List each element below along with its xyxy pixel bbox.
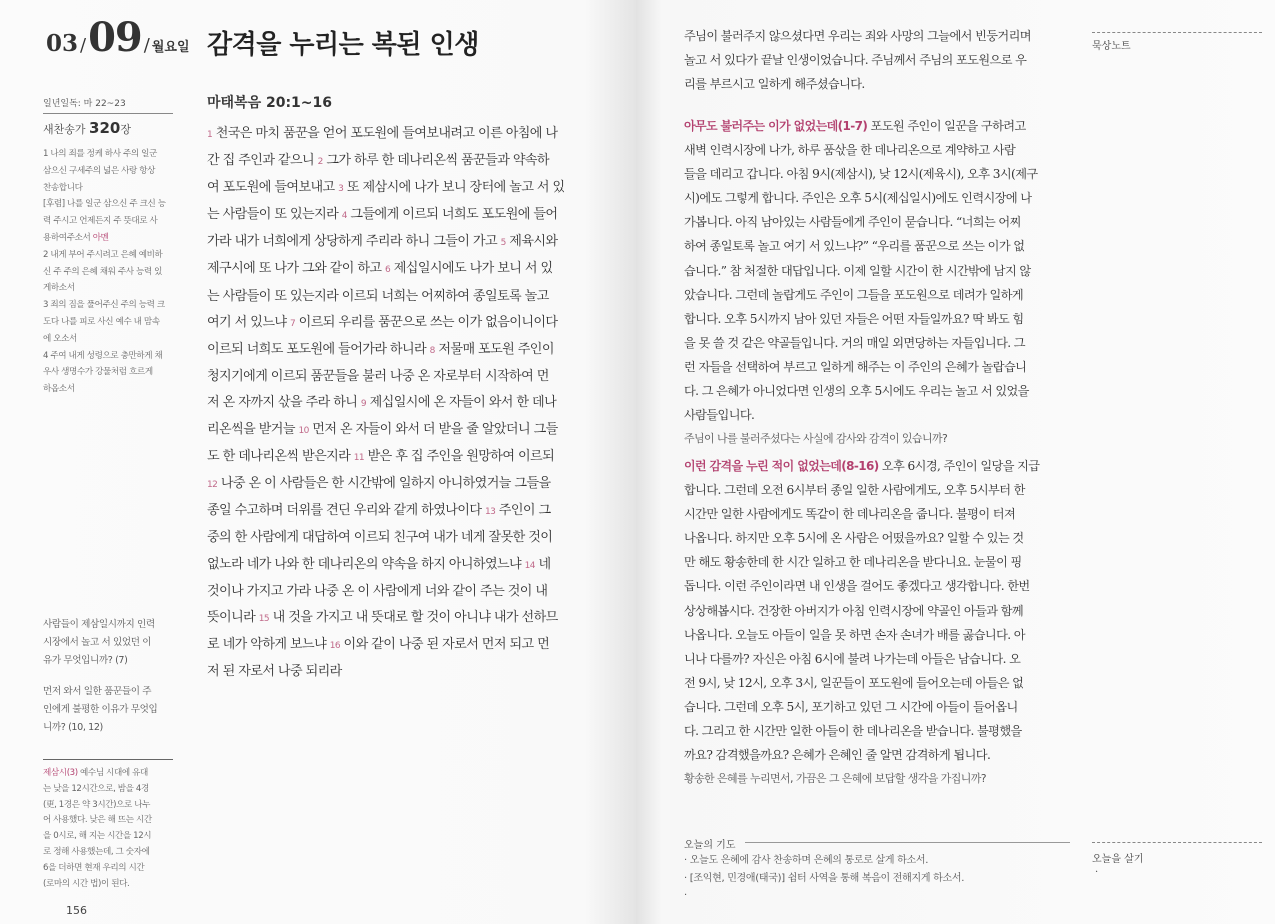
section-one: [684, 114, 1074, 451]
divider: [43, 759, 173, 760]
body-line: 주님이 불러주지 않으셨다면 우리는 죄와 사망의 그늘에서 빈둥거리며: [684, 29, 1031, 43]
reflection-question: 황송한 은혜를 누리면서, 가끔은 그 은혜에 보답할 생각을 가집니까?: [684, 772, 987, 786]
body-line: 들을 데리고 갑니다. 아침 9시(제삼시), 낮 12시(제육시), 오후 3시(제구: [684, 167, 1038, 182]
hymn-line: 2 내게 부어 주시려고 은혜 예비하: [43, 249, 163, 260]
verse-number: 12: [207, 480, 218, 491]
verse-text: 이르되 우리를 품꾼으로 쓰는 이가 없음이니이다: [295, 314, 558, 330]
hymn-heading: [43, 119, 131, 137]
body-line: 만 해도 황송한데 한 시간 일하고 한 데나리온을 받다니요. 눈물이 핑: [684, 555, 1022, 570]
verse-text: 종일 수고하며 더위를 견딘 우리와 같게 하였나이다: [207, 503, 485, 519]
question-line: 니까? (10, 12): [43, 721, 103, 733]
verse-text: 로 네가 악하게 보느냐: [207, 636, 330, 652]
prayer-list: [684, 852, 1074, 905]
hymn-line: 게하소서: [43, 283, 75, 294]
hymn-line: 우사 생명수가 강물처럼 흐르게: [43, 367, 153, 378]
body-line: 을 못 쓸 것 같은 약골들입니다. 거의 매일 외면당하는 자들입니다. 그: [684, 335, 1025, 350]
verse-text: 받은 후 집 주인을 원망하여 이르되: [364, 449, 555, 465]
passage-line: [207, 229, 597, 256]
date-header: [46, 14, 190, 61]
date-weekday: 월요일: [151, 40, 190, 55]
date-slash: /: [143, 35, 150, 56]
body-line: 습니다.” 참 처절한 대답입니다. 이제 일할 시간이 한 시간밖에 남지 않: [684, 263, 1031, 278]
body-line: [684, 454, 1074, 478]
verse-text: 제십일시에 온 자들이 와서 한 데나: [366, 394, 557, 410]
verse-number: 2: [317, 157, 323, 168]
page-number: 156: [66, 904, 87, 917]
hymn-line: 하옵소서: [43, 384, 75, 395]
passage-line: [207, 390, 597, 417]
passage-line: [207, 417, 597, 444]
verse-text: 제십일시에도 나가 보니 서 있: [390, 261, 553, 277]
passage-line: [207, 284, 597, 310]
hymn-line: 4 주여 내게 성령으로 충만하게 채: [43, 350, 163, 361]
date-slash: /: [80, 35, 87, 56]
verse-text: 네: [534, 556, 551, 572]
passage-reference: 마태복음 20:1~16: [207, 95, 333, 111]
body-line: 사람들입니다.: [684, 408, 755, 423]
section-two: [684, 454, 1074, 791]
date-day: 09: [88, 14, 142, 61]
verse-text: 그들에게 이르되 너희도 포도원에 들어: [346, 207, 558, 223]
body-line: 합니다. 그런데 오전 6시부터 종일 일한 사람에게도, 오후 5시부터 한: [684, 483, 1025, 498]
body-text: 포도원 주인이 일꾼을 구하려고: [867, 119, 1026, 133]
body-line: 다. 그 은혜가 아니었다면 인생의 오후 5시에도 우리는 놀고 서 있었을: [684, 384, 1029, 399]
verse-number: 3: [338, 184, 344, 195]
hymn-prefix: 새찬송가: [43, 123, 86, 136]
verse-text: 저 온 자까지 삯을 주라 하니: [207, 394, 361, 410]
prayer-item: · [조익현, 민경애(태국)] 쉼터 사역을 통해 복음이 전해지게 하소서.: [684, 872, 965, 884]
verse-text: 것이나 가지고 가라 나중 온 이 사람에게 너와 같이 주는 것이 내: [207, 583, 548, 599]
body-line: 습니다. 그런데 오후 5시, 포기하고 있던 그 시간에 아들이 들어옵니: [684, 699, 1018, 714]
body-line: 다. 그리고 한 시간만 일한 아들이 한 데나리온을 받습니다. 불평했을: [684, 724, 1022, 739]
passage-line: [207, 552, 597, 579]
verse-text: 이와 같이 나중 된 자로서 먼저 되고 먼: [339, 636, 550, 652]
verse-text: 여기 서 있느냐: [207, 314, 290, 330]
verse-number: 4: [341, 211, 347, 222]
verse-number: 5: [500, 238, 506, 249]
verse-text: 내 것을 가지고 내 뜻대로 할 것이 아니냐 내가 선하므: [269, 609, 558, 625]
body-line: 가봅니다. 아직 남아있는 사람들에게 주인이 묻습니다. “너희는 어찌: [684, 215, 1021, 230]
passage-line: [207, 337, 597, 364]
hymn-lyrics: [43, 146, 178, 398]
passage-line: [207, 444, 597, 471]
body-line: 까요? 감격했을까요? 은혜가 은혜인 줄 알면 감격하게 됩니다.: [684, 748, 991, 763]
hymn-line: 1 나의 죄를 정케 하사 주의 일군: [43, 149, 157, 159]
verse-number: 11: [353, 453, 365, 464]
hymn-line: 도다 나를 피로 사신 예수 내 맘속: [43, 316, 160, 327]
bullet-dot: ·: [1095, 867, 1099, 878]
passage-line: [207, 256, 597, 283]
passage-line: [207, 525, 597, 551]
footnote-line: 6을 더하면 현재 우리의 시간: [43, 862, 145, 873]
reflection-question: 주님이 나를 불러주셨다는 사실에 감사와 감격이 있습니까?: [684, 432, 948, 446]
passage-line: [207, 121, 597, 148]
intro-paragraph: [684, 24, 1074, 96]
verse-text: 저 된 자로서 나중 되리라: [207, 663, 342, 679]
body-line: 놀고 서 있다가 끝날 인생이었습니다. 주님께서 주님의 포도원으로 우: [684, 53, 1027, 68]
verse-number: 9: [360, 398, 367, 409]
verse-text: 가라 내가 너희에게 상당하게 주리라 하니 그들이 가고: [207, 234, 501, 250]
footnote-term: 제삼시(3): [43, 768, 78, 778]
verse-number: 14: [524, 560, 535, 571]
verse-text: 천국은 마치 품꾼을 얻어 포도원에 들여보내려고 이른 아침에 나: [212, 126, 558, 141]
question-line: 먼저 와서 일한 품꾼들이 주: [43, 686, 152, 698]
verse-number: 10: [298, 426, 309, 437]
hymn-line: 력 주시고 언제든지 주 뜻대로 사: [43, 216, 158, 227]
body-line: 았습니다. 그런데 놀랍게도 주인이 그들을 포도원으로 데려가 일하게: [684, 287, 1024, 302]
divider: [745, 842, 1070, 843]
footnote-line: [43, 766, 178, 782]
passage-line: [207, 310, 597, 337]
body-line: 리를 부르시고 일하게 해주셨습니다.: [684, 77, 865, 92]
question-line: 사람들이 제삼일시까지 인력: [43, 619, 155, 630]
verse-text: 저물매 포도원 주인이: [434, 341, 554, 357]
left-page: [0, 0, 636, 924]
body-line: [684, 114, 1074, 138]
verse-text: 또 제삼시에 나가 보니 장터에 놀고 서 있: [343, 180, 565, 196]
body-line: 시간만 일한 사람에게도 똑같이 한 데나리온을 줍니다. 불평이 터져: [684, 507, 1016, 522]
date-month: 03: [46, 30, 79, 57]
body-line: 시)에도 그렇게 합니다. 주인은 오후 5시(제십일시)에도 인력시장에 나: [684, 191, 1032, 206]
scripture-passage: [207, 121, 597, 685]
body-line: 전 9시, 낮 12시, 오후 3시, 일꾼들이 포도원에 들어오는데 아들은 없: [684, 675, 1024, 690]
annual-reading: 일년일독: 마 22~23: [43, 99, 126, 109]
verse-number: 7: [289, 318, 296, 329]
section-heading: 아무도 불러주는 이가 없었는데(1-7): [684, 119, 868, 133]
hymn-line: 3 죄의 짐을 풀어주신 주의 능력 크: [43, 300, 165, 311]
body-line: 새벽 인력시장에 나가, 하루 품삯을 한 데나리온으로 계약하고 사람: [684, 143, 1016, 158]
divider: [1092, 32, 1262, 33]
body-line: 런 자들을 선택하여 부르고 일하게 해주는 이 주인의 은혜가 놀랍습니: [684, 359, 1027, 374]
footnote-line: 는 낮을 12시간으로, 밤을 4경: [43, 783, 149, 794]
page-title: 감격을 누리는 복된 인생: [207, 30, 479, 60]
verse-text: 중의 한 사람에게 대답하여 이르되 친구여 내가 네게 잘못한 것이: [207, 530, 553, 546]
prayer-label: 오늘의 기도: [684, 840, 736, 851]
question-line: 유가 무엇입니까? (7): [43, 654, 128, 666]
verse-number: 8: [429, 345, 435, 356]
verse-text: 청지기에게 이르되 품꾼들을 불러 나중 온 자로부터 시작하여 먼: [207, 368, 549, 384]
body-line: 나옵니다. 하지만 오후 5시에 온 사람은 어떴을까요? 일할 수 있는 것: [684, 531, 1024, 546]
verse-text: 는 사람들이 또 있는지라: [207, 207, 342, 223]
body-line: 니나 다를까? 자신은 아침 6시에 불려 나가는데 아들은 남습니다. 오: [684, 651, 1021, 666]
footnote-line: (更, 1경은 약 3시간)으로 나누: [43, 799, 151, 810]
passage-line: [207, 202, 597, 229]
verse-number: 15: [258, 613, 270, 624]
verse-text: 뜻이니라: [207, 609, 259, 625]
verse-text: 주인이 그: [495, 503, 551, 519]
divider: [1092, 842, 1262, 843]
body-line: 합니다. 오후 5시까지 남아 있던 자들은 어떤 자들일까요? 딱 봐도 힘: [684, 311, 1024, 326]
hymn-suffix: 장: [120, 123, 131, 136]
prayer-item: · 오늘도 은혜에 감사 찬송하며 은혜의 통로로 살게 하소서.: [684, 855, 929, 866]
hymn-line: 찬송합니다: [43, 182, 83, 193]
passage-line: [207, 471, 597, 498]
footnote-text: 예수님 시대에 유대: [77, 768, 148, 778]
spacer: [43, 669, 178, 683]
passage-line: [207, 632, 597, 659]
verse-text: 이르되 너희도 포도원에 들어가라 하니라: [207, 341, 430, 357]
footnote: [43, 766, 178, 892]
verse-number: 6: [385, 265, 391, 276]
question-line: 시장에서 놀고 서 있었던 이: [43, 636, 152, 648]
today-living-label: 오늘을 살기: [1092, 854, 1144, 865]
hymn-line: [43, 230, 178, 247]
hymn-number: 320: [89, 119, 121, 137]
passage-line: [207, 659, 597, 685]
body-line: 상상해봅시다. 건장한 아버지가 아침 인력시장에 약골인 아들과 함께: [684, 603, 1024, 618]
verse-number: 1: [207, 130, 213, 140]
verse-text: 나중 온 이 사람들은 한 시간밖에 일하지 아니하였거늘 그들을: [217, 476, 551, 492]
section-heading: 이런 감격을 누린 적이 없었는데(8-16): [684, 459, 879, 473]
amen-text: 아멘: [92, 232, 109, 243]
verse-text: 먼저 온 자들이 와서 더 받을 줄 알았더니 그들: [308, 422, 558, 438]
verse-text: 제육시와: [505, 234, 558, 250]
verse-text: 여 포도원에 들여보내고: [207, 180, 339, 196]
passage-line: [207, 175, 597, 202]
body-line: 나옵니다. 오늘도 아들이 일을 못 하면 손자 손녀가 배를 곯습니다. 아: [684, 627, 1025, 642]
hymn-line: [후렴] 나를 일군 삼으신 주 크신 능: [43, 199, 166, 210]
hymn-line-text: 용하여주소서: [43, 232, 93, 243]
passage-line: [207, 579, 597, 605]
reflection-questions: [43, 616, 178, 737]
verse-text: 리온씩을 받거늘: [207, 422, 299, 438]
body-line: 하여 종일토록 놀고 여기 서 있느냐?” “우리를 품꾼으로 쓰는 이가 없: [684, 239, 1025, 254]
passage-line: [207, 364, 597, 390]
hymn-line: 삼으신 구세주의 넓은 사랑 항상: [43, 165, 156, 176]
hymn-line: 신 주 주의 은혜 채워 주사 능력 있: [43, 266, 163, 277]
verse-text: 간 집 주인과 같으니: [207, 153, 318, 169]
hymn-line: 에 오소서: [43, 333, 77, 344]
question-line: 인에게 불평한 이유가 무엇입: [43, 704, 158, 716]
meditation-notes-label: 묵상노트: [1092, 41, 1131, 52]
verse-text: 없노라 네가 나와 한 데나리온의 약속을 하지 아니하였느냐: [207, 556, 525, 572]
footnote-line: 어 사용했다. 낮은 해 뜨는 시간: [43, 815, 152, 826]
verse-number: 13: [484, 507, 496, 518]
verse-text: 제구시에 또 나가 그와 같이 하고: [207, 261, 386, 277]
footnote-line: (로마의 시간 법)이 된다.: [43, 878, 130, 889]
passage-line: [207, 605, 597, 632]
footnote-line: 로 정해 사용했는데, 그 숫자에: [43, 846, 150, 857]
verse-text: 도 한 데나리온씩 받은지라: [207, 449, 354, 465]
verse-text: 는 사람들이 또 있는지라 이르되 너희는 어찌하여 종일토록 놀고: [207, 288, 549, 304]
verse-text: 그가 하루 한 데나리온씩 품꾼들과 약속하: [322, 153, 549, 169]
verse-number: 16: [329, 640, 340, 651]
body-line: 돕니다. 이런 주인이라면 내 인생을 걸어도 좋겠다고 생각합니다. 한번: [684, 579, 1030, 594]
prayer-item: ·: [684, 890, 687, 901]
passage-line: [207, 148, 597, 175]
passage-line: [207, 498, 597, 525]
footnote-line: 을 0시로, 해 지는 시간을 12시: [43, 831, 152, 842]
body-text: 오후 6시경, 주인이 일당을 지급: [878, 459, 1040, 473]
divider: [43, 113, 173, 114]
